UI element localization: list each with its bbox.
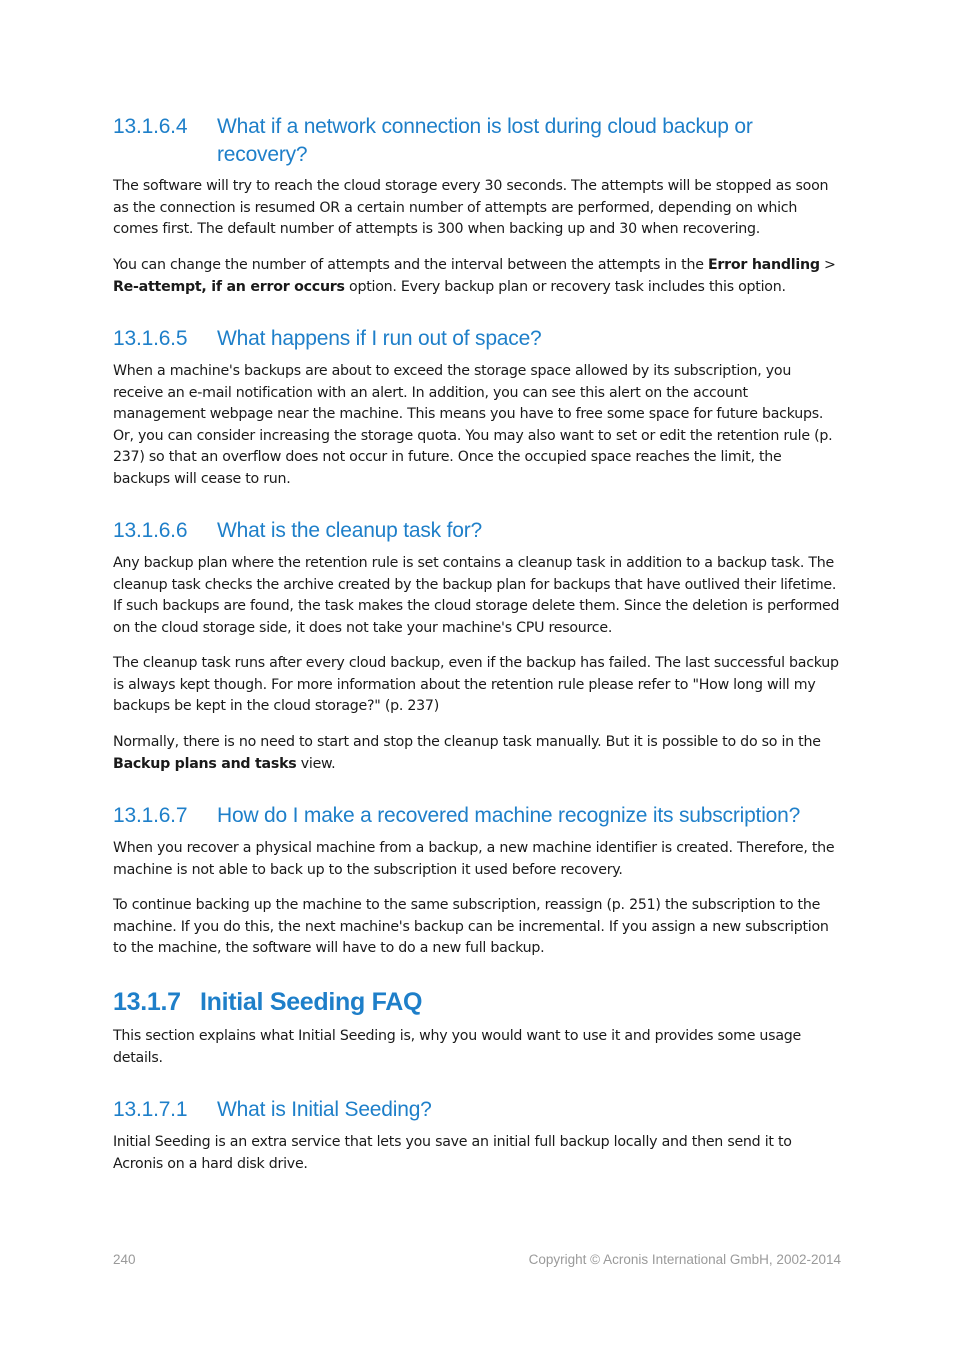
- section-number: 13.1.6.4: [113, 115, 188, 138]
- heading-13-1-7: [113, 986, 841, 1018]
- page-footer: [113, 1252, 841, 1270]
- heading-13-1-6-6: [113, 517, 841, 545]
- paragraph: You can change the number of attempts and the interval between the attempts in the Error handling > Re-attempt, if an error occurs option. Every backup plan or recovery task includes this option.: [113, 257, 836, 295]
- section-title: What is Initial Seeding?: [217, 1098, 432, 1121]
- section-title: Initial Seeding FAQ: [200, 988, 423, 1016]
- section-title: What if a network connection is lost during cloud backup or recovery?: [217, 115, 753, 166]
- ui-term-reattempt: Re-attempt, if an error occurs: [113, 278, 345, 295]
- ui-term-error-handling: Error handling: [707, 257, 820, 273]
- section-title: What is the cleanup task for?: [217, 519, 483, 542]
- heading-13-1-6-5: [113, 325, 841, 353]
- section-number: 13.1.6.6: [113, 519, 188, 542]
- paragraph: When you recover a physical machine from a backup, a new machine identifier is created. Therefore, the machine is not able to back up to the subscription it used before recovery.: [113, 840, 835, 878]
- paragraph: Any backup plan where the retention rule is set contains a cleanup task in addition to a backup task. The cleanup task checks the archive created by the backup plan for backups that have outlived their lifetime. If such backups are found, the task makes the cloud storage delete them. Since the deletion is performed on the cloud storage side, it does not take your machine's CPU resource.: [113, 555, 840, 636]
- section-title: How do I make a recovered machine recognize its subscription?: [217, 804, 801, 827]
- paragraph: The software will try to reach the cloud storage every 30 seconds. The attempts will be stopped as soon as the connection is resumed OR a certain number of attempts are performed, depending on which comes first. The default number of attempts is 300 when backing up and 30 when recovering.: [113, 178, 829, 238]
- section-number: 13.1.6.7: [113, 804, 188, 827]
- page-number: 240: [113, 1252, 136, 1267]
- section-title: What happens if I run out of space?: [217, 327, 542, 350]
- section-number: 13.1.6.5: [113, 327, 188, 350]
- paragraph: To continue backing up the machine to the same subscription, reassign (p. 251) the subscription to the machine. If you do this, the next machine's backup can be incremental. If you assign a new subscription to the machine, the software will have to do a new full backup.: [113, 897, 829, 957]
- paragraph: This section explains what Initial Seeding is, why you would want to use it and provides some usage details.: [113, 1028, 801, 1066]
- section-number: 13.1.7.1: [113, 1098, 188, 1121]
- paragraph: When a machine's backups are about to exceed the storage space allowed by its subscription, you receive an e-mail notification with an alert. In addition, you can see this alert on the account management webpage near the machine. This means you have to free some space for future backups. Or, you can consider increasing the storage quota. You may also want to set or edit the retention rule (p. 237) so that an overflow does not occur in future. Once the occupied space reaches the limit, the backups will cease to run.: [113, 363, 833, 487]
- heading-13-1-7-1: [113, 1096, 841, 1124]
- paragraph: Normally, there is no need to start and stop the cleanup task manually. But it is possible to do so in the Backup plans and tasks view.: [113, 734, 821, 772]
- copyright: Copyright © Acronis International GmbH, 2002-2014: [528, 1252, 841, 1267]
- paragraph: The cleanup task runs after every cloud backup, even if the backup has failed. The last successful backup is always kept though. For more information about the retention rule please refer to "How long will my backups be kept in the cloud storage?" (p. 237): [113, 655, 839, 715]
- section-number: 13.1.7: [113, 988, 181, 1016]
- paragraph: Initial Seeding is an extra service that lets you save an initial full backup locally and then send it to Acronis on a hard disk drive.: [113, 1134, 792, 1172]
- heading-13-1-6-4: [113, 113, 841, 169]
- ui-term-backup-plans-and-tasks: Backup plans and tasks: [113, 755, 297, 772]
- heading-13-1-6-7: [113, 802, 841, 830]
